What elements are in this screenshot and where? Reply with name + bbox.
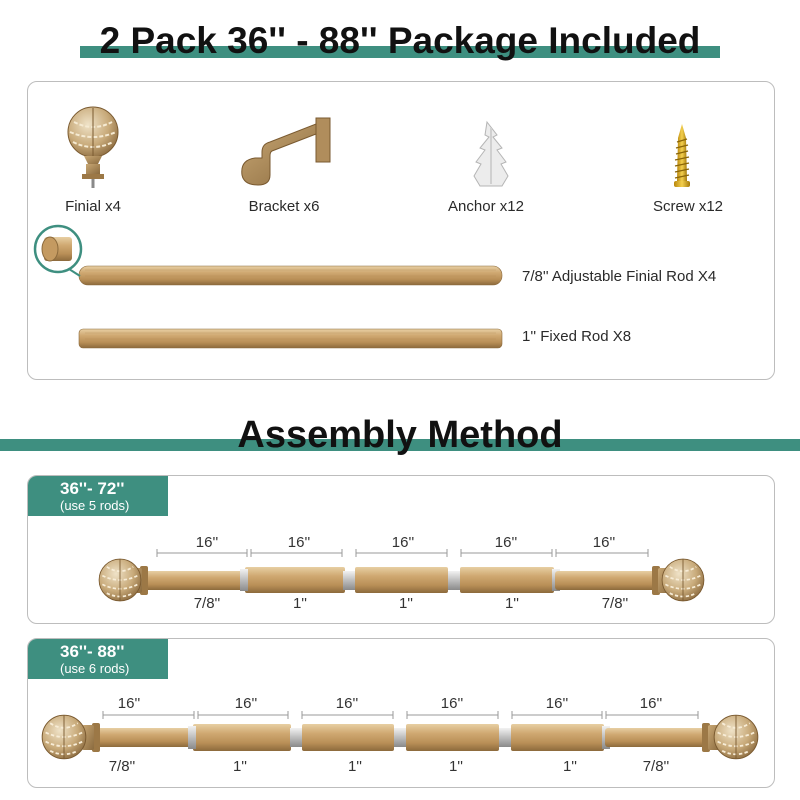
item-label-bracket: Bracket x6 xyxy=(248,198,320,215)
segment-length: 16'' xyxy=(234,695,258,712)
segment-length: 16'' xyxy=(117,695,141,712)
segment-diameter: 7/8'' xyxy=(108,758,136,775)
config-note: (use 5 rods) xyxy=(60,498,130,513)
segment-diameter: 1'' xyxy=(347,758,363,775)
config-range: 36''- 72'' xyxy=(60,479,125,498)
item-label-anchor: Anchor x12 xyxy=(448,198,524,215)
segment-length: 16'' xyxy=(592,534,616,551)
config-note: (use 6 rods) xyxy=(60,661,130,676)
config-range: 36''- 88'' xyxy=(60,642,125,661)
segment-length: 16'' xyxy=(287,534,311,551)
segment-diameter: 1'' xyxy=(232,758,248,775)
segment-diameter: 1'' xyxy=(562,758,578,775)
segment-length: 16'' xyxy=(440,695,464,712)
rod-label-fixed: 1'' Fixed Rod X8 xyxy=(522,328,632,345)
item-label-finial: Finial x4 xyxy=(65,198,121,215)
package-heading xyxy=(0,20,800,62)
config-tag-6rods xyxy=(28,639,168,679)
assembly-heading xyxy=(0,414,800,457)
segment-length: 16'' xyxy=(391,534,415,551)
package-title: 2 Pack 36'' - 88'' Package Included xyxy=(99,20,701,61)
segment-length: 16'' xyxy=(335,695,359,712)
segment-length: 16'' xyxy=(494,534,518,551)
package-panel xyxy=(27,81,775,380)
assembly-title: Assembly Method xyxy=(237,414,563,456)
segment-diameter: 7/8'' xyxy=(642,758,670,775)
segment-diameter: 1'' xyxy=(292,595,308,612)
item-label-screw: Screw x12 xyxy=(652,198,724,215)
segment-diameter: 7/8'' xyxy=(601,595,629,612)
rod-label-finial: 7/8'' Adjustable Finial Rod X4 xyxy=(522,268,717,285)
segment-length: 16'' xyxy=(545,695,569,712)
segment-diameter: 1'' xyxy=(504,595,520,612)
segment-length: 16'' xyxy=(195,534,219,551)
segment-diameter: 1'' xyxy=(448,758,464,775)
segment-length: 16'' xyxy=(639,695,663,712)
config-tag-5rods xyxy=(28,476,168,516)
segment-diameter: 7/8'' xyxy=(193,595,221,612)
segment-diameter: 1'' xyxy=(398,595,414,612)
